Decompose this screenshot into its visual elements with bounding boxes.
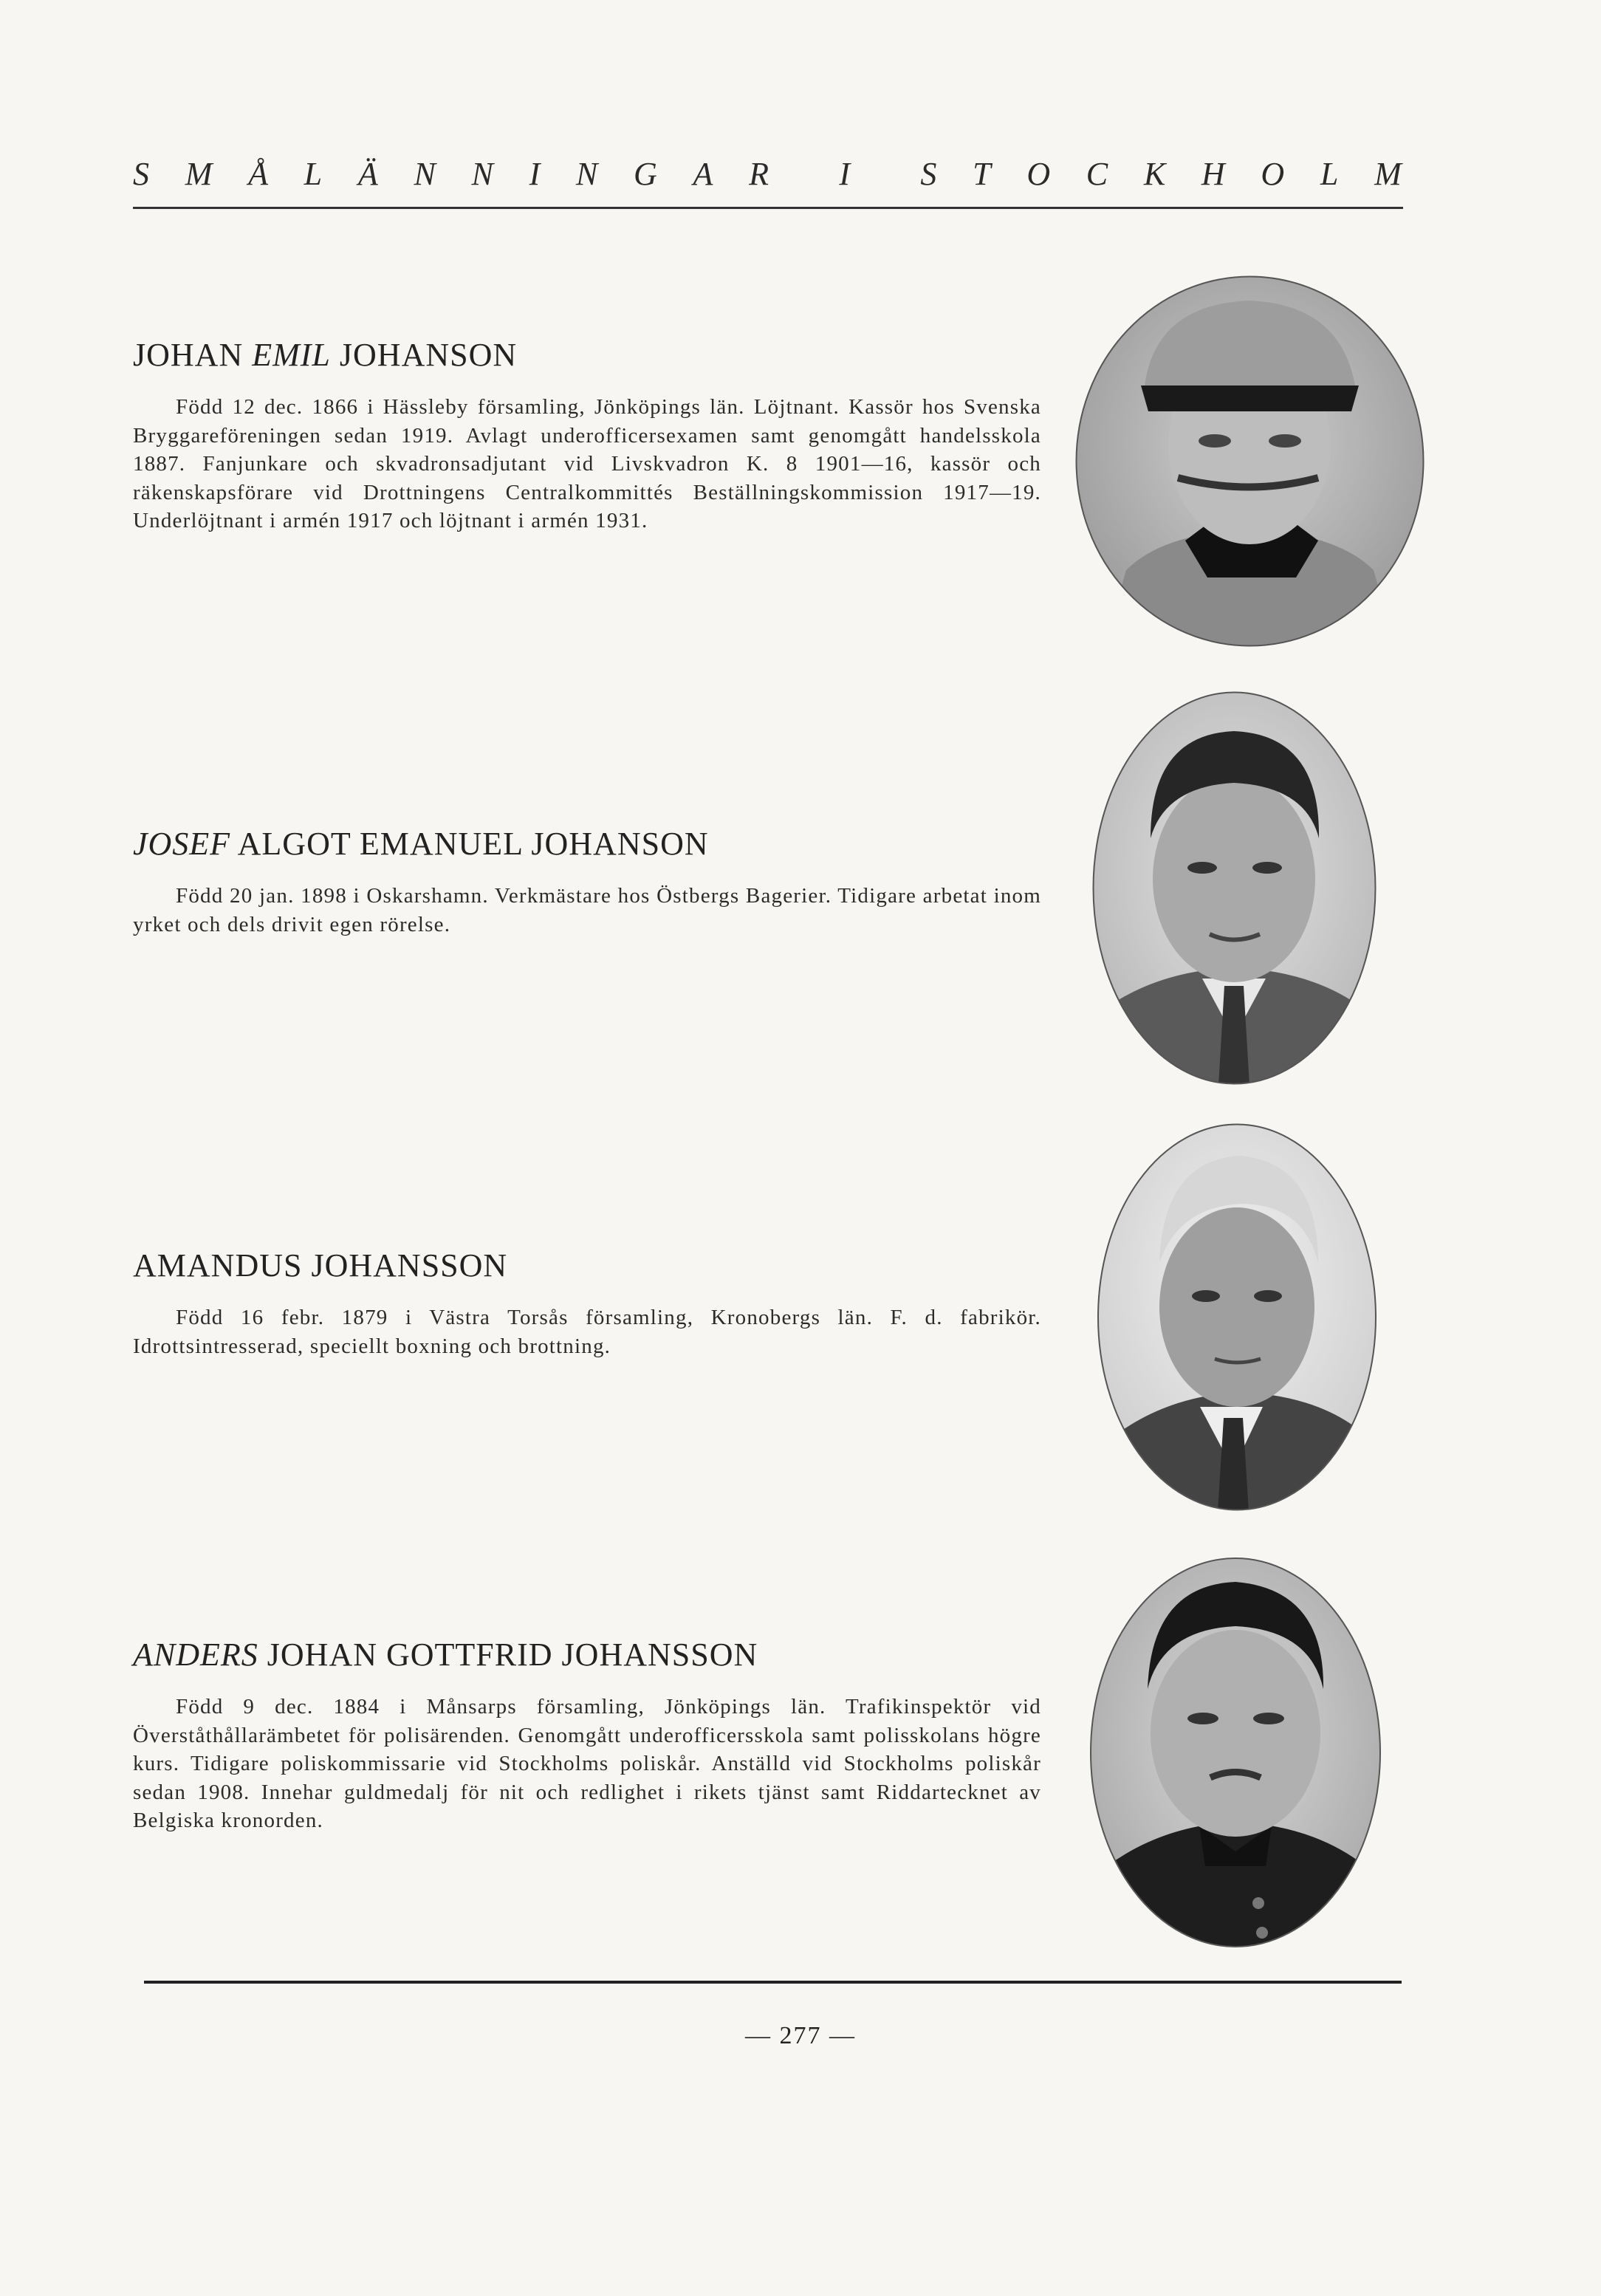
entry-name [133,1636,1041,1673]
entry-bio: Född 9 dec. 1884 i Månsarps församling, Jönköpings län. Trafikinspektör vid Överståthållarämbetet för polisärenden. Genomgått underofficersskola samt polisskolans högre kurs. Tidigare poliskommissarie vid Stockholms poliskår. Anställd vid Stockholms poliskår sedan 1908. Innehar guldmedalj för nit och redlighet i rikets tjänst samt Riddartecknet av Belgiska kronorden. [133,1695,1041,1832]
running-head-letter: R [749,156,770,192]
running-head-letter: Ä [357,156,380,192]
running-head-letter: N [471,156,495,192]
page-number: — 277 — [745,2022,856,2049]
running-head-letter: L [304,156,324,192]
running-head-letter: M [185,156,214,192]
running-head-letter: L [1320,156,1340,192]
footer-rule [144,1981,1402,1984]
running-head-letter: S [920,156,939,192]
portrait-anders-johan-gottfrid-johansson [1089,1556,1382,1949]
portrait-josef-algot-emanuel-johanson [1091,690,1377,1086]
portrait-amandus-johansson [1097,1123,1377,1512]
running-head-letter: T [973,156,993,192]
running-head-letter: S [133,156,151,192]
header-rule [133,207,1403,209]
running-head-letter: N [575,156,600,192]
entry-name [133,1247,1041,1284]
name-part: JOHAN GOTTFRID JOHANSSON [258,1637,758,1673]
name-part: JOHAN [133,337,253,373]
running-head-letter: H [1201,156,1227,192]
portrait-johan-emil-johanson [1074,275,1425,648]
running-head-letter: O [1026,156,1052,192]
name-part: JOHANSON [330,337,518,373]
entry-bio: Född 20 jan. 1898 i Oskarshamn. Verkmästare hos Östbergs Bagerier. Tidigare arbetat inom yrket och dels drivit egen rörelse. [133,884,1041,936]
entry-bio: Född 12 dec. 1866 i Hässleby församling, Jönköpings län. Löjtnant. Kassör hos Svenska Bryggareföreningen sedan 1919. Avlagt underofficersexamen samt genomgått handelsskola 1887. Fanjunkare och skvadronsadjutant vid Livskvadron K. 8 1901—16, kassör och räkenskapsförare vid Drottningens Centralkommittés Beställningskommission 1917—19. Underlöjtnant i armén 1917 och löjtnant i armén 1931. [133,395,1041,532]
entry-josef-algot-emanuel-johanson [133,825,1041,939]
entry-name [133,825,1041,863]
running-head-letter: O [1261,156,1286,192]
running-head-letter: A [693,156,715,192]
entry-anders-johan-gottfrid-johansson [133,1636,1041,1835]
name-part-italic: JOSEF [133,826,231,862]
running-head-letter: K [1143,156,1168,192]
name-part: AMANDUS JOHANSSON [133,1247,508,1284]
entry-johan-emil-johanson [133,336,1041,535]
name-part-italic: ANDERS [133,1637,258,1673]
entry-name [133,336,1041,374]
running-head-letter: G [633,156,659,192]
entry-amandus-johansson [133,1247,1041,1360]
running-head-letter: I [839,156,852,192]
name-part: ALGOT EMANUEL JOHANSON [230,826,709,862]
running-head-letter: M [1374,156,1403,192]
name-part-italic: EMIL [252,337,331,373]
running-head-letter: N [414,156,437,192]
entry-bio: Född 16 febr. 1879 i Västra Torsås församling, Kronobergs län. F. d. fabrikör. Idrottsintresserad, speciellt boxning och brottning. [133,1306,1041,1358]
running-head-letter: C [1086,156,1110,192]
running-head-letter: Å [248,156,270,192]
running-head [133,155,1403,193]
running-head-letter: I [529,156,542,192]
